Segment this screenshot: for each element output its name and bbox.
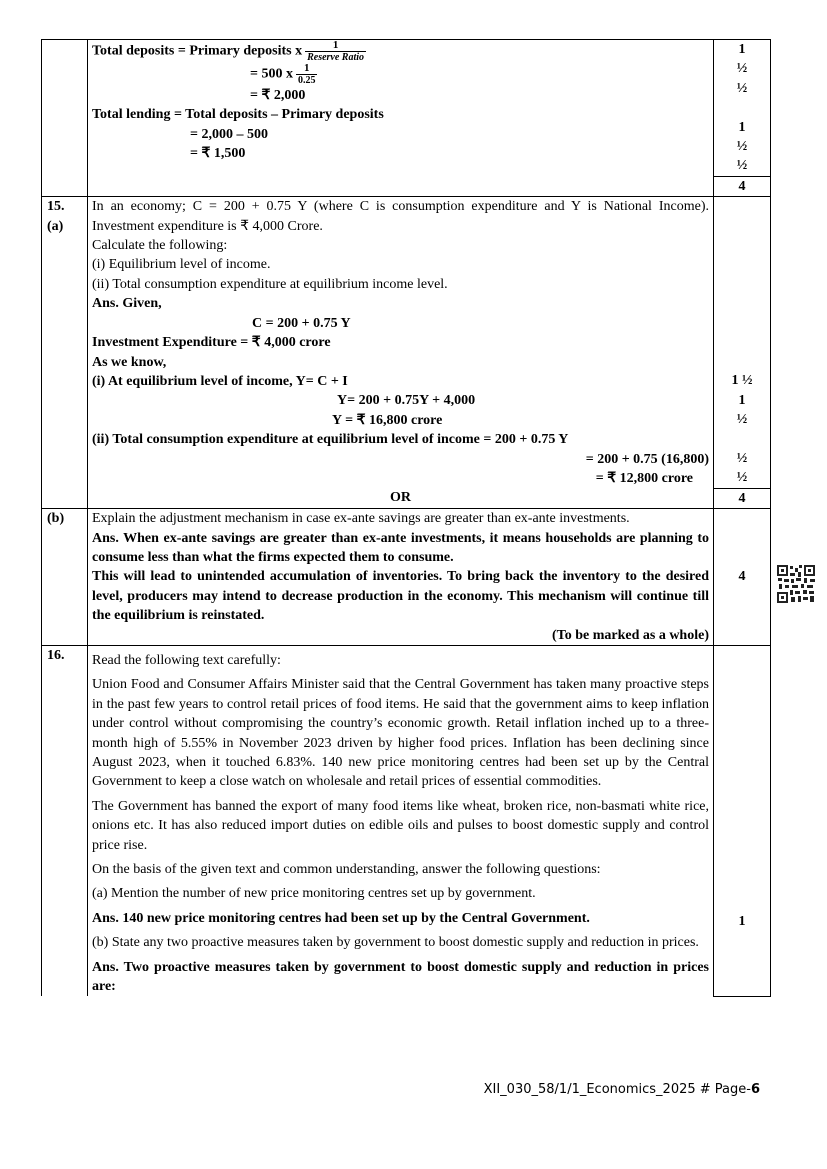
investment-expenditure: Investment Expenditure = ₹ 4,000 crore [92, 335, 331, 351]
marking-note: (To be marked as a whole) [552, 627, 709, 643]
q16-instruction: On the basis of the given text and common understanding, answer the following questions: [92, 862, 601, 877]
part-label: (a) [47, 218, 64, 234]
deposit-calc-text: = 500 x [250, 66, 293, 82]
fraction-numerator: 1 [296, 63, 318, 75]
q15a-subquestion-i: (i) Equilibrium level of income. [92, 257, 271, 273]
mark: ½ [736, 450, 748, 466]
q16-number-cell [42, 645, 88, 996]
page-footer [484, 1082, 760, 1097]
consumption-substitution: = 200 + 0.75 (16,800) [585, 451, 709, 467]
q16b-answer: Ans. Two proactive measures taken by government to boost domestic supply and reduction in prices are: [92, 959, 709, 995]
q16-content-cell [88, 645, 714, 996]
q16-row [42, 645, 771, 996]
q15a-instruction: Calculate the following: [92, 238, 228, 254]
page-number: 6 [750, 1082, 760, 1097]
equilibrium-income-result: Y = ₹ 16,800 crore [332, 412, 443, 428]
q14-number-cell [42, 40, 88, 197]
mark: 4 [738, 569, 746, 585]
q15a-total-marks: 4 [714, 488, 771, 508]
q15a-content-cell [88, 197, 714, 509]
q14-marks-cell [714, 40, 771, 177]
part-label: (b) [47, 511, 65, 527]
deposit-calc-line [92, 63, 709, 86]
q16b-question: (b) State any two proactive measures taken by government to boost domestic supply and reduction in prices. [92, 935, 699, 951]
question-number: 16. [47, 647, 65, 663]
mark [718, 429, 766, 448]
mark: ½ [736, 470, 748, 486]
fraction-denominator: 0.25 [297, 75, 316, 86]
total-deposits-line [92, 40, 709, 63]
q15a-subquestion-ii: (ii) Total consumption expenditure at equilibrium income level. [92, 276, 448, 292]
total-deposits-formula: Total deposits = Primary deposits x [92, 43, 303, 59]
q15b-content-cell [88, 509, 714, 646]
total-lending-result: = ₹ 1,500 [190, 146, 246, 162]
q15b-marks-cell [714, 509, 771, 646]
equilibrium-condition: (i) At equilibrium level of income, Y= C + I [92, 373, 348, 389]
q15b-answer-part1: Ans. When ex-ante savings are greater than ex-ante investments, it means households are planning to consume less than what the firms expected them to consume. [92, 530, 709, 565]
case-study-paragraph-2: The Government has banned the export of many food items like wheat, broken rice, non-basmati white rice, onions etc. It has also reduced import duties on edible oils and pulses to boost domestic supply and control price rise. [92, 798, 709, 853]
q15b-number-cell [42, 509, 88, 646]
mark: ½ [736, 158, 748, 174]
equilibrium-substitution: Y= 200 + 0.75Y + 4,000 [337, 393, 476, 409]
q15b-answer-part2: This will lead to unintended accumulation of inventories. To bring back the inventory to the desired level, producers may intend to decrease production in the economy. This mechanism will continue till the equilibrium is reinstated. [92, 569, 709, 624]
q16-marks-cell [714, 645, 771, 996]
mark: ½ [736, 80, 748, 96]
mark: 1 [738, 119, 746, 135]
q15b-row [42, 509, 771, 646]
q16a-answer: Ans. 140 new price monitoring centres had been set up by the Central Government. [92, 910, 590, 926]
ratio-value-fraction [296, 63, 318, 86]
mark: 1 [738, 392, 746, 408]
q15a-row [42, 197, 771, 488]
q15a-marks-cell [714, 197, 771, 488]
lending-calc-line: = 2,000 – 500 [190, 126, 268, 142]
q14-total-marks: 4 [714, 176, 771, 196]
total-deposits-result: = ₹ 2,000 [250, 88, 306, 103]
or-separator: OR [390, 490, 411, 506]
total-lending-formula: Total lending = Total deposits – Primary deposits [92, 107, 384, 123]
mark: 1 [738, 42, 746, 57]
mark: ½ [736, 139, 748, 155]
mark [718, 98, 766, 117]
fraction-numerator: 1 [305, 40, 366, 52]
consumption-at-equilibrium: (ii) Total consumption expenditure at equilibrium level of income = 200 + 0.75 Y [92, 432, 569, 448]
q15a-question-text: In an economy; C = 200 + 0.75 Y (where C is consumption expenditure and Y is National Income). Investment expenditure is ₹ 4,000 Crore. [92, 199, 709, 234]
consumption-result: = ₹ 12,800 crore [595, 470, 693, 486]
mark: ½ [736, 61, 748, 77]
ans-given-label: Ans. Given, [92, 296, 162, 312]
qr-code-icon [776, 564, 816, 604]
mark: 1 [738, 913, 746, 929]
q16a-question: (a) Mention the number of new price monitoring centres set up by government. [92, 886, 536, 902]
q15a-number-cell [42, 197, 88, 509]
case-study-paragraph-1: Union Food and Consumer Affairs Minister said that the Central Government has taken many proactive steps in the past few years to control retail prices of food items. He said that the government aims to keep inflation under control without compromising the country’s economic growth. Retail inflation inched up to a three-month high of 5.55% in November 2023 driven by higher food prices. Inflation has been declining since August 2023, when it touched 6.83%. 140 new price monitoring centres had been set up by the Central Government to keep a close watch on wholesale and retail prices of essential commodities. [92, 677, 709, 790]
q16-intro: Read the following text carefully: [92, 652, 281, 668]
marking-scheme-table [41, 39, 771, 997]
question-number: 15. [47, 199, 65, 215]
mark: ½ [736, 412, 748, 428]
q14-continuation-row [42, 40, 771, 177]
consumption-function: C = 200 + 0.75 Y [252, 315, 351, 331]
q14-answer-cell [88, 40, 714, 197]
document-code: XII_030_58/1/1_Economics_2025 # Page- [483, 1082, 751, 1097]
mark: 1 ½ [731, 373, 753, 389]
reserve-ratio-fraction [305, 40, 366, 63]
as-we-know-label: As we know, [92, 354, 167, 370]
fraction-denominator: Reserve Ratio [307, 52, 365, 63]
q15b-question-text: Explain the adjustment mechanism in case ex-ante savings are greater than ex-ante investments. [92, 511, 630, 527]
